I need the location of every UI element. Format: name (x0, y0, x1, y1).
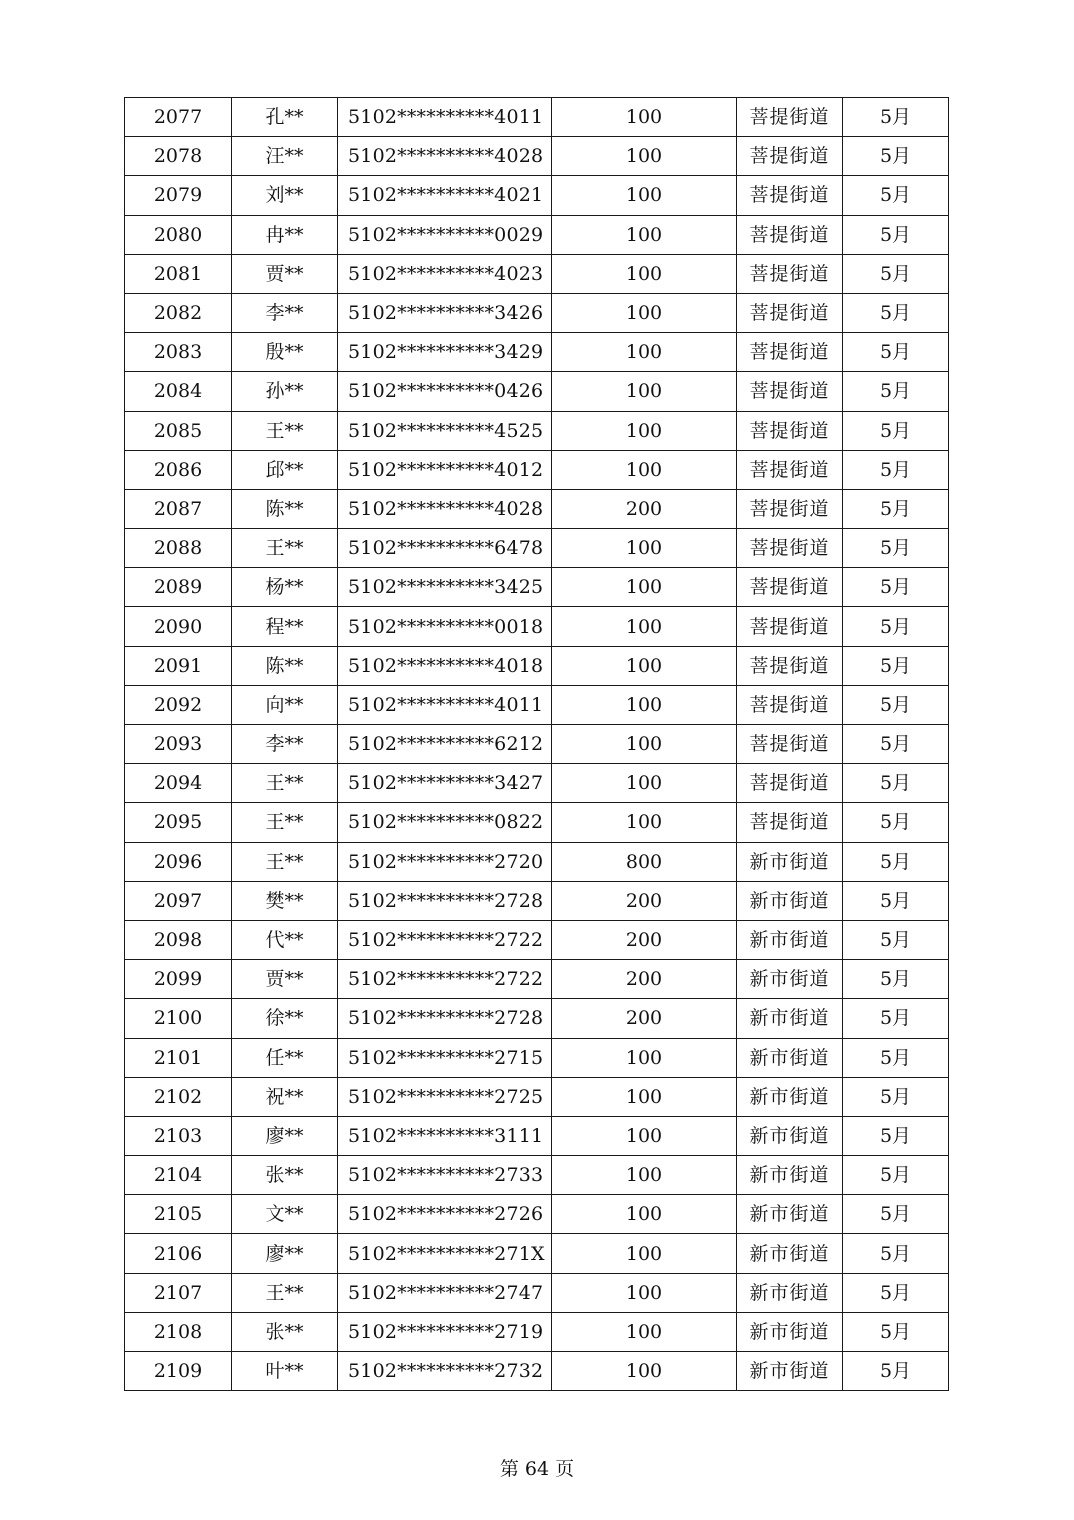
name-cell: 张** (232, 1312, 338, 1351)
table-row (125, 764, 949, 803)
street-cell: 新市街道 (737, 1352, 843, 1391)
amount-cell: 100 (552, 764, 737, 803)
id-number-cell: 5102**********2733 (338, 1156, 552, 1195)
amount-cell: 200 (552, 881, 737, 920)
month-cell: 5月 (843, 333, 949, 372)
month-cell: 5月 (843, 803, 949, 842)
street-cell: 菩提街道 (737, 725, 843, 764)
name-cell: 叶** (232, 1352, 338, 1391)
month-cell: 5月 (843, 842, 949, 881)
id-number-cell: 5102**********2719 (338, 1312, 552, 1351)
month-cell: 5月 (843, 372, 949, 411)
amount-cell: 100 (552, 137, 737, 176)
street-cell: 菩提街道 (737, 568, 843, 607)
table-row (125, 842, 949, 881)
id-number-cell: 5102**********0426 (338, 372, 552, 411)
street-cell: 菩提街道 (737, 803, 843, 842)
row-number-cell: 2103 (125, 1116, 232, 1155)
month-cell: 5月 (843, 646, 949, 685)
month-cell: 5月 (843, 1038, 949, 1077)
name-cell: 冉** (232, 215, 338, 254)
street-cell: 新市街道 (737, 1156, 843, 1195)
name-cell: 王** (232, 842, 338, 881)
row-number-cell: 2106 (125, 1234, 232, 1273)
month-cell: 5月 (843, 176, 949, 215)
row-number-cell: 2104 (125, 1156, 232, 1195)
table-row (125, 725, 949, 764)
amount-cell: 100 (552, 1038, 737, 1077)
amount-cell: 800 (552, 842, 737, 881)
street-cell: 新市街道 (737, 1077, 843, 1116)
data-table-container (124, 97, 949, 1391)
row-number-cell: 2100 (125, 999, 232, 1038)
table-row (125, 803, 949, 842)
amount-cell: 100 (552, 1077, 737, 1116)
month-cell: 5月 (843, 529, 949, 568)
table-row (125, 1195, 949, 1234)
row-number-cell: 2092 (125, 685, 232, 724)
table-row (125, 411, 949, 450)
street-cell: 菩提街道 (737, 764, 843, 803)
amount-cell: 100 (552, 725, 737, 764)
amount-cell: 100 (552, 1195, 737, 1234)
street-cell: 菩提街道 (737, 176, 843, 215)
name-cell: 陈** (232, 646, 338, 685)
month-cell: 5月 (843, 725, 949, 764)
row-number-cell: 2102 (125, 1077, 232, 1116)
amount-cell: 100 (552, 372, 737, 411)
amount-cell: 100 (552, 646, 737, 685)
street-cell: 新市街道 (737, 1195, 843, 1234)
table-row (125, 1352, 949, 1391)
street-cell: 菩提街道 (737, 333, 843, 372)
street-cell: 菩提街道 (737, 685, 843, 724)
id-number-cell: 5102**********6478 (338, 529, 552, 568)
amount-cell: 100 (552, 1312, 737, 1351)
row-number-cell: 2091 (125, 646, 232, 685)
table-row (125, 98, 949, 137)
amount-cell: 100 (552, 411, 737, 450)
table-row (125, 372, 949, 411)
id-number-cell: 5102**********4525 (338, 411, 552, 450)
id-number-cell: 5102**********6212 (338, 725, 552, 764)
month-cell: 5月 (843, 215, 949, 254)
amount-cell: 100 (552, 333, 737, 372)
id-number-cell: 5102**********0029 (338, 215, 552, 254)
id-number-cell: 5102**********3111 (338, 1116, 552, 1155)
month-cell: 5月 (843, 1234, 949, 1273)
row-number-cell: 2095 (125, 803, 232, 842)
name-cell: 邱** (232, 450, 338, 489)
row-number-cell: 2087 (125, 489, 232, 528)
row-number-cell: 2086 (125, 450, 232, 489)
name-cell: 李** (232, 293, 338, 332)
month-cell: 5月 (843, 450, 949, 489)
table-row (125, 489, 949, 528)
amount-cell: 100 (552, 529, 737, 568)
id-number-cell: 5102**********4012 (338, 450, 552, 489)
table-row (125, 176, 949, 215)
month-cell: 5月 (843, 1077, 949, 1116)
table-row (125, 1156, 949, 1195)
street-cell: 新市街道 (737, 842, 843, 881)
id-number-cell: 5102**********4011 (338, 685, 552, 724)
month-cell: 5月 (843, 293, 949, 332)
table-row (125, 646, 949, 685)
month-cell: 5月 (843, 1352, 949, 1391)
month-cell: 5月 (843, 254, 949, 293)
table-row (125, 333, 949, 372)
street-cell: 菩提街道 (737, 293, 843, 332)
name-cell: 贾** (232, 254, 338, 293)
month-cell: 5月 (843, 411, 949, 450)
street-cell: 新市街道 (737, 881, 843, 920)
name-cell: 陈** (232, 489, 338, 528)
amount-cell: 100 (552, 1273, 737, 1312)
table-row (125, 137, 949, 176)
row-number-cell: 2082 (125, 293, 232, 332)
table-row (125, 1273, 949, 1312)
id-number-cell: 5102**********4021 (338, 176, 552, 215)
row-number-cell: 2096 (125, 842, 232, 881)
name-cell: 李** (232, 725, 338, 764)
table-row (125, 1038, 949, 1077)
name-cell: 文** (232, 1195, 338, 1234)
street-cell: 新市街道 (737, 1038, 843, 1077)
name-cell: 孙** (232, 372, 338, 411)
row-number-cell: 2097 (125, 881, 232, 920)
id-number-cell: 5102**********4023 (338, 254, 552, 293)
id-number-cell: 5102**********2715 (338, 1038, 552, 1077)
month-cell: 5月 (843, 881, 949, 920)
month-cell: 5月 (843, 920, 949, 959)
name-cell: 廖** (232, 1234, 338, 1273)
amount-cell: 200 (552, 489, 737, 528)
table-row (125, 1312, 949, 1351)
name-cell: 王** (232, 1273, 338, 1312)
table-row (125, 529, 949, 568)
street-cell: 菩提街道 (737, 254, 843, 293)
name-cell: 孔** (232, 98, 338, 137)
row-number-cell: 2105 (125, 1195, 232, 1234)
amount-cell: 100 (552, 607, 737, 646)
month-cell: 5月 (843, 607, 949, 646)
table-row (125, 960, 949, 999)
month-cell: 5月 (843, 764, 949, 803)
id-number-cell: 5102**********0018 (338, 607, 552, 646)
id-number-cell: 5102**********2726 (338, 1195, 552, 1234)
amount-cell: 100 (552, 176, 737, 215)
row-number-cell: 2099 (125, 960, 232, 999)
name-cell: 向** (232, 685, 338, 724)
row-number-cell: 2093 (125, 725, 232, 764)
street-cell: 新市街道 (737, 999, 843, 1038)
page-number: 第 64 页 (499, 1458, 575, 1480)
table-row (125, 254, 949, 293)
name-cell: 廖** (232, 1116, 338, 1155)
month-cell: 5月 (843, 568, 949, 607)
name-cell: 祝** (232, 1077, 338, 1116)
name-cell: 代** (232, 920, 338, 959)
street-cell: 菩提街道 (737, 607, 843, 646)
subsidy-table (124, 97, 949, 1391)
amount-cell: 100 (552, 1156, 737, 1195)
id-number-cell: 5102**********2722 (338, 920, 552, 959)
table-row (125, 293, 949, 332)
name-cell: 王** (232, 411, 338, 450)
name-cell: 杨** (232, 568, 338, 607)
row-number-cell: 2079 (125, 176, 232, 215)
amount-cell: 100 (552, 215, 737, 254)
month-cell: 5月 (843, 1116, 949, 1155)
street-cell: 菩提街道 (737, 137, 843, 176)
name-cell: 张** (232, 1156, 338, 1195)
amount-cell: 200 (552, 999, 737, 1038)
month-cell: 5月 (843, 960, 949, 999)
street-cell: 菩提街道 (737, 489, 843, 528)
row-number-cell: 2088 (125, 529, 232, 568)
id-number-cell: 5102**********3425 (338, 568, 552, 607)
row-number-cell: 2080 (125, 215, 232, 254)
amount-cell: 100 (552, 1116, 737, 1155)
id-number-cell: 5102**********4028 (338, 489, 552, 528)
table-row (125, 215, 949, 254)
id-number-cell: 5102**********271X (338, 1234, 552, 1273)
street-cell: 新市街道 (737, 1116, 843, 1155)
name-cell: 任** (232, 1038, 338, 1077)
table-row (125, 568, 949, 607)
table-body (125, 98, 949, 1391)
name-cell: 贾** (232, 960, 338, 999)
month-cell: 5月 (843, 685, 949, 724)
id-number-cell: 5102**********2725 (338, 1077, 552, 1116)
amount-cell: 100 (552, 98, 737, 137)
row-number-cell: 2108 (125, 1312, 232, 1351)
month-cell: 5月 (843, 489, 949, 528)
month-cell: 5月 (843, 98, 949, 137)
amount-cell: 100 (552, 1234, 737, 1273)
id-number-cell: 5102**********4018 (338, 646, 552, 685)
amount-cell: 100 (552, 568, 737, 607)
table-row (125, 607, 949, 646)
table-row (125, 1077, 949, 1116)
id-number-cell: 5102**********2722 (338, 960, 552, 999)
street-cell: 菩提街道 (737, 529, 843, 568)
table-row (125, 1116, 949, 1155)
street-cell: 菩提街道 (737, 372, 843, 411)
amount-cell: 100 (552, 293, 737, 332)
id-number-cell: 5102**********2747 (338, 1273, 552, 1312)
amount-cell: 200 (552, 960, 737, 999)
street-cell: 新市街道 (737, 1312, 843, 1351)
name-cell: 殷** (232, 333, 338, 372)
id-number-cell: 5102**********0822 (338, 803, 552, 842)
street-cell: 菩提街道 (737, 646, 843, 685)
street-cell: 新市街道 (737, 1234, 843, 1273)
row-number-cell: 2101 (125, 1038, 232, 1077)
id-number-cell: 5102**********4028 (338, 137, 552, 176)
table-row (125, 685, 949, 724)
month-cell: 5月 (843, 1156, 949, 1195)
name-cell: 刘** (232, 176, 338, 215)
table-row (125, 999, 949, 1038)
street-cell: 菩提街道 (737, 450, 843, 489)
name-cell: 王** (232, 803, 338, 842)
month-cell: 5月 (843, 999, 949, 1038)
month-cell: 5月 (843, 137, 949, 176)
month-cell: 5月 (843, 1273, 949, 1312)
street-cell: 菩提街道 (737, 411, 843, 450)
id-number-cell: 5102**********2728 (338, 999, 552, 1038)
id-number-cell: 5102**********2720 (338, 842, 552, 881)
name-cell: 程** (232, 607, 338, 646)
name-cell: 徐** (232, 999, 338, 1038)
id-number-cell: 5102**********3427 (338, 764, 552, 803)
name-cell: 王** (232, 764, 338, 803)
month-cell: 5月 (843, 1312, 949, 1351)
amount-cell: 100 (552, 803, 737, 842)
row-number-cell: 2089 (125, 568, 232, 607)
row-number-cell: 2109 (125, 1352, 232, 1391)
row-number-cell: 2090 (125, 607, 232, 646)
street-cell: 新市街道 (737, 960, 843, 999)
amount-cell: 100 (552, 1352, 737, 1391)
month-cell: 5月 (843, 1195, 949, 1234)
row-number-cell: 2107 (125, 1273, 232, 1312)
name-cell: 樊** (232, 881, 338, 920)
amount-cell: 100 (552, 685, 737, 724)
name-cell: 王** (232, 529, 338, 568)
street-cell: 新市街道 (737, 920, 843, 959)
amount-cell: 200 (552, 920, 737, 959)
street-cell: 新市街道 (737, 1273, 843, 1312)
row-number-cell: 2094 (125, 764, 232, 803)
table-row (125, 920, 949, 959)
table-row (125, 1234, 949, 1273)
id-number-cell: 5102**********2728 (338, 881, 552, 920)
table-row (125, 450, 949, 489)
row-number-cell: 2081 (125, 254, 232, 293)
amount-cell: 100 (552, 450, 737, 489)
row-number-cell: 2077 (125, 98, 232, 137)
row-number-cell: 2078 (125, 137, 232, 176)
row-number-cell: 2084 (125, 372, 232, 411)
street-cell: 菩提街道 (737, 215, 843, 254)
street-cell: 菩提街道 (737, 98, 843, 137)
amount-cell: 100 (552, 254, 737, 293)
name-cell: 汪** (232, 137, 338, 176)
row-number-cell: 2085 (125, 411, 232, 450)
id-number-cell: 5102**********4011 (338, 98, 552, 137)
id-number-cell: 5102**********3429 (338, 333, 552, 372)
id-number-cell: 5102**********3426 (338, 293, 552, 332)
row-number-cell: 2083 (125, 333, 232, 372)
table-row (125, 881, 949, 920)
row-number-cell: 2098 (125, 920, 232, 959)
id-number-cell: 5102**********2732 (338, 1352, 552, 1391)
